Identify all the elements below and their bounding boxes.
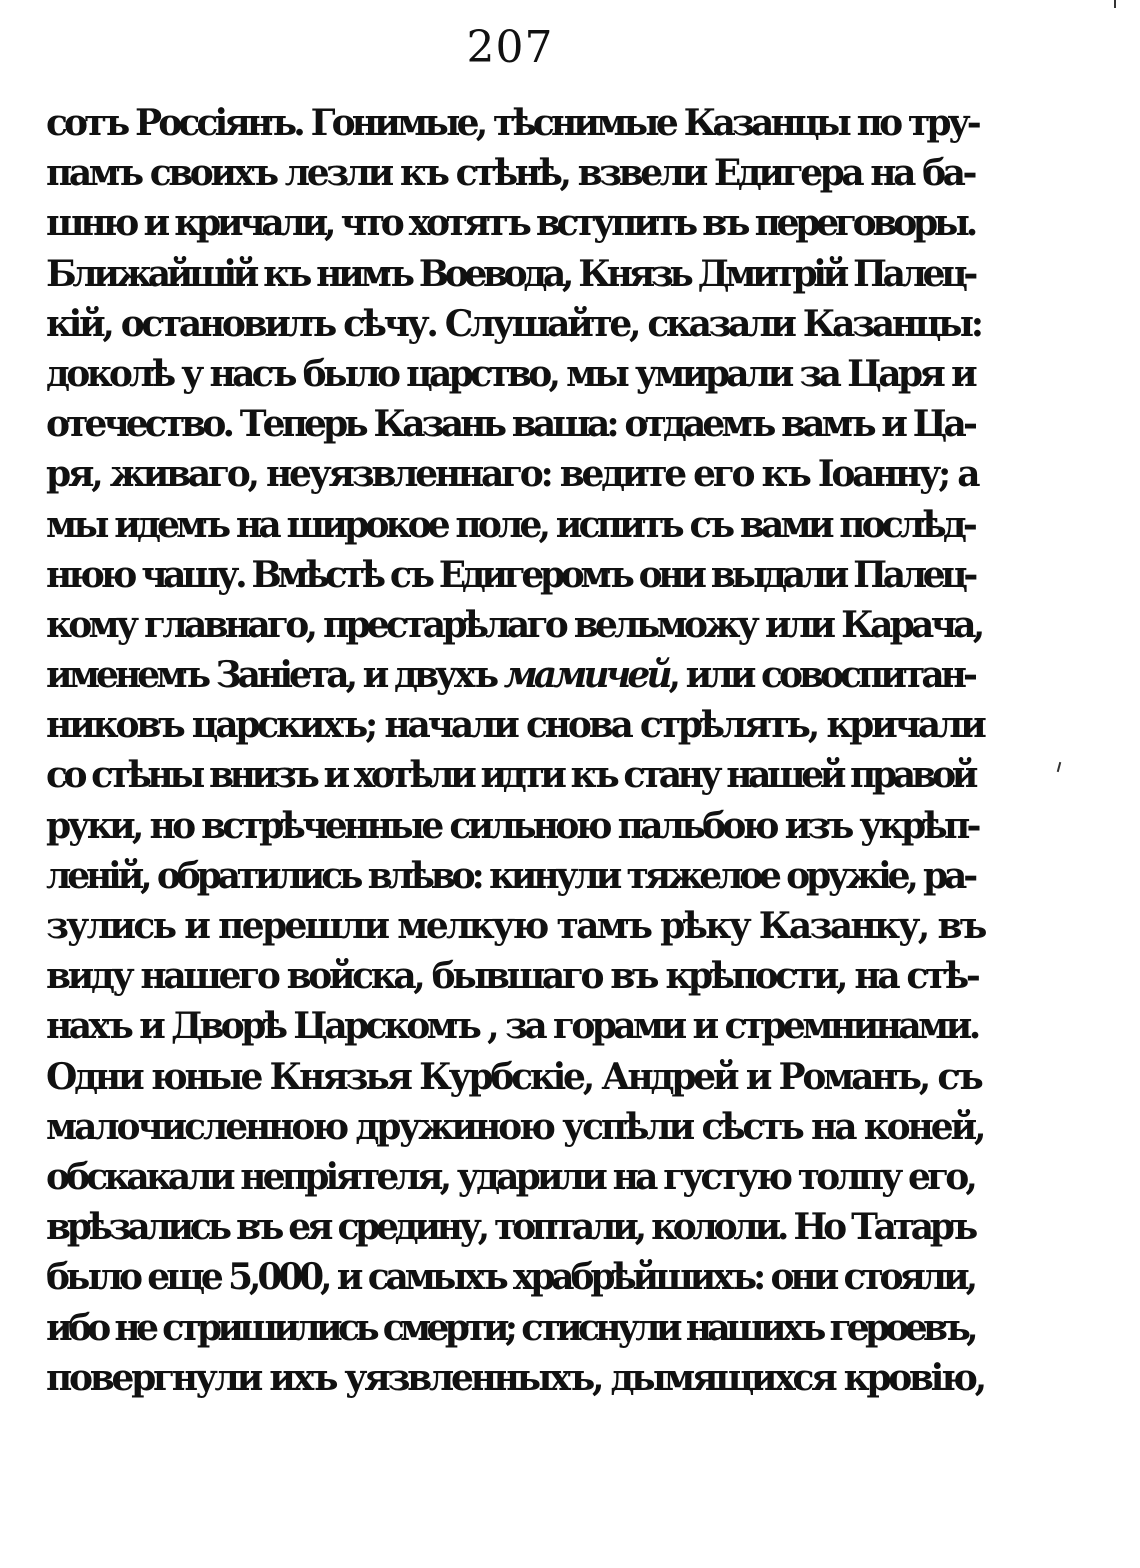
text-line: нюю чашу. Вмѣстѣ съ Едигеромъ они выдали Палец- [46, 553, 974, 596]
body-text [46, 98, 985, 1403]
text-line: леній, обратились влѣво: кинули тяжелое оружіе, ра- [46, 854, 974, 897]
text-line: мы идемъ на широкое поле, испить съ вами послѣд- [46, 503, 974, 546]
text-line: нахъ и Дворѣ Царскомъ , за горами и стремнинами. [46, 1005, 978, 1048]
text-line: доколѣ у насъ было царство, мы умирали за Царя и [46, 352, 974, 395]
text-line: врѣзались въ ея средину, топтали, кололи. Но Татаръ [46, 1206, 974, 1249]
text-line: было еще 5,000, и самыхъ храбрѣйшихъ: они стояли, [46, 1256, 974, 1299]
text-line: отечество. Теперь Казань ваша: отдаемъ вамъ и Ца- [46, 403, 974, 446]
text-line: Одни юные Князья Курбскіе, Андрей и Романъ, съ [46, 1055, 981, 1098]
page-number: 207 [466, 22, 554, 73]
text-line: руки, но встрѣченные сильною пальбою изъ укрѣп- [46, 804, 978, 847]
text-line: зулись и перешли мелкую тамъ рѣку Казанку, въ [46, 905, 985, 947]
scan-speck [1057, 762, 1062, 772]
italic-term: мамичей [503, 654, 669, 697]
text-line: со стѣны внизъ и хотѣли идти къ стану нашей правой [46, 754, 974, 797]
text-line: кій, остановилъ сѣчу. Слушайте, сказали Казанцы: [46, 302, 981, 345]
text-line: никовъ царскихъ; начали снова стрѣлять, кричали [46, 704, 984, 747]
text-line: именемъ Заніета, и двухъ мамичей, или совоспитан- [46, 654, 974, 697]
text-line: сотъ Россіянъ. Гонимые, тѣснимые Казанцы по тру- [46, 102, 978, 144]
text-line: памъ своихъ лезли къ стѣнѣ, взвели Едигера на ба- [46, 152, 974, 195]
text-line: ибо не стришились смерти; стиснули нашихъ героевъ, [46, 1306, 974, 1349]
text-line: шню и кричали, что хотятъ вступить въ переговоры. [46, 202, 974, 245]
text-line: кому главнаго, престарѣлаго вельможу или Карача, [46, 603, 982, 646]
text-line: повергнули ихъ уязвленныхъ, дымящихся кровію, [46, 1356, 984, 1399]
text-line: Ближайшій къ нимъ Воевода, Князь Дмитрій Палец- [46, 252, 974, 295]
text-line: обскакали непріятеля, ударили на густую толпу его, [46, 1155, 974, 1198]
text-line: виду нашего войска, бывшаго въ крѣпости, на стѣ- [46, 955, 978, 998]
text-line: малочисленною дружиною успѣли сѣсть на коней, [46, 1105, 984, 1148]
scan-speck [1114, 0, 1116, 8]
text-line: ря, живаго, неуязвленнаго: ведите его къ Іоанну; а [46, 453, 978, 496]
